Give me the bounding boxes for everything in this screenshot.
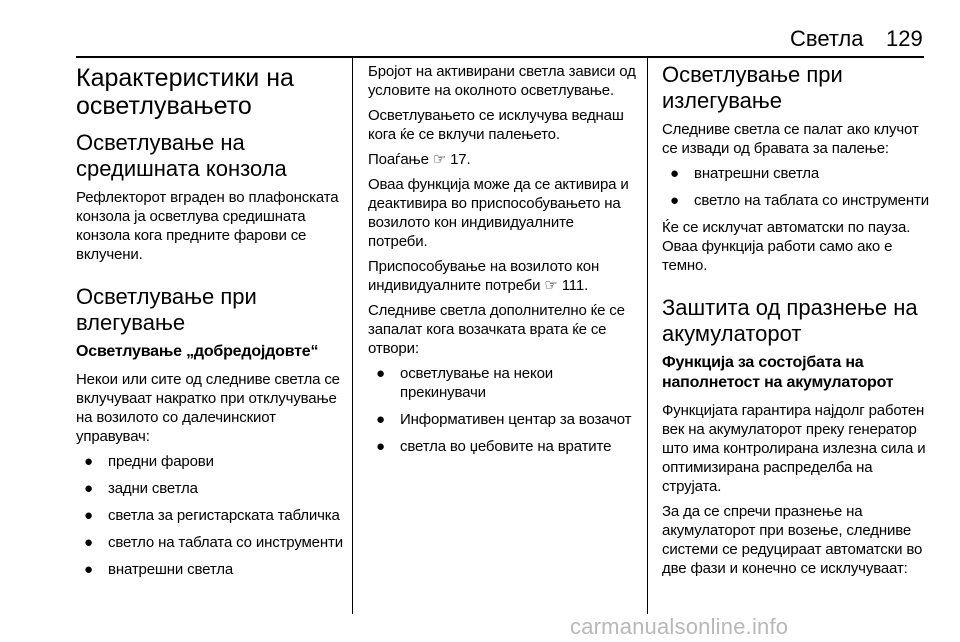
section-title: Светла — [790, 26, 864, 51]
paragraph: Некои или сите од следниве светла се вклучуваат накратко при отклучување на возилото со далечинскиот управувач: — [76, 371, 340, 445]
list-item: ● осветлување на некои прекинувачи — [376, 365, 553, 401]
column-divider-2 — [647, 58, 648, 614]
list-item: ● внатрешни светла — [84, 561, 234, 578]
paragraph: Ќе се исклучат автоматски по пауза. Оваа функција работи само ако е темно. — [662, 219, 911, 274]
subheading-battery-charge: Функција за состојбата на наполнетост на акумулаторот — [662, 354, 894, 391]
cross-reference-link[interactable]: Поаѓање ☞ 17. — [368, 151, 471, 168]
column-1 — [76, 62, 344, 587]
paragraph: Бројот на активирани светла зависи од условите на околното осветлување. — [368, 63, 636, 99]
bullet-icon: ● — [84, 480, 93, 497]
header-divider — [76, 56, 924, 58]
list-item: ● Информативен центар за возачот — [376, 411, 632, 428]
section-heading-battery-protection: Заштита од празнење на акумулаторот — [662, 295, 918, 346]
main-heading: Карактеристики на осветлувањето — [76, 64, 294, 120]
paragraph: Следниве светла дополнително ќе се запалат кога возачката врата ќе се отвори: — [368, 302, 625, 357]
page-header — [0, 0, 960, 58]
watermark: carmanualsonline.info — [570, 614, 789, 639]
bullet-icon: ● — [376, 365, 385, 382]
bullet-list — [368, 364, 636, 456]
column-2 — [368, 62, 636, 464]
list-item: ● светла за регистарската табличка — [84, 507, 340, 524]
list-item: ● светло на таблата со инструменти — [670, 192, 929, 209]
bullet-icon: ● — [84, 453, 93, 470]
section-heading-entry-lighting: Осветлување при влегување — [76, 284, 257, 335]
paragraph: Оваа функција може да се активира и деактивира во приспособувањето на возилото кон индивидуалните потреби. — [368, 176, 629, 250]
list-item: ● светло на таблата со инструменти — [84, 534, 343, 551]
page-number: 129 — [886, 26, 923, 51]
paragraph: Следниве светла се палат ако клучот се извади од бравата за палење: — [662, 121, 919, 157]
list-item: ● задни светла — [84, 480, 198, 497]
bullet-list — [76, 452, 344, 579]
cross-reference-link[interactable]: Приспособување на возилото кон индивидуалните потреби ☞ 111. — [368, 258, 600, 294]
list-item: ● предни фарови — [84, 453, 214, 470]
bullet-list — [662, 164, 930, 210]
bullet-icon: ● — [84, 561, 93, 578]
column-divider-1 — [352, 58, 353, 614]
paragraph: За да се спречи празнење на акумулаторот при возење, следниве системи се редуцираат автоматски во две фази и конечно се исклучуваат: — [662, 503, 923, 577]
bullet-icon: ● — [670, 165, 679, 182]
bullet-icon: ● — [376, 438, 385, 455]
bullet-icon: ● — [84, 507, 93, 524]
section-heading-exit-lighting: Осветлување при излегување — [662, 62, 843, 113]
bullet-icon: ● — [376, 411, 385, 428]
column-3 — [662, 62, 930, 584]
list-item: ● светла во џебовите на вратите — [376, 438, 612, 455]
paragraph: Функцијата гарантира најдолг работен век на акумулаторот преку генератор што има контролирана излезна сила и оптимизирана распределба на струјата. — [662, 402, 926, 495]
section-heading-console-lighting: Осветлување на средишната конзола — [76, 130, 287, 181]
bullet-icon: ● — [670, 192, 679, 209]
bullet-icon: ● — [84, 534, 93, 551]
paragraph: Осветлувањето се исклучува веднаш кога ќе се вклучи палењето. — [368, 107, 624, 143]
list-item: ● внатрешни светла — [670, 165, 820, 182]
paragraph: Рефлекторот вграден во плафонската конзола ја осветлува средишната конзола кога предните фарови се вклучени. — [76, 189, 339, 263]
subheading-welcome-lighting: Осветлување „добредојдовте“ — [76, 343, 319, 360]
